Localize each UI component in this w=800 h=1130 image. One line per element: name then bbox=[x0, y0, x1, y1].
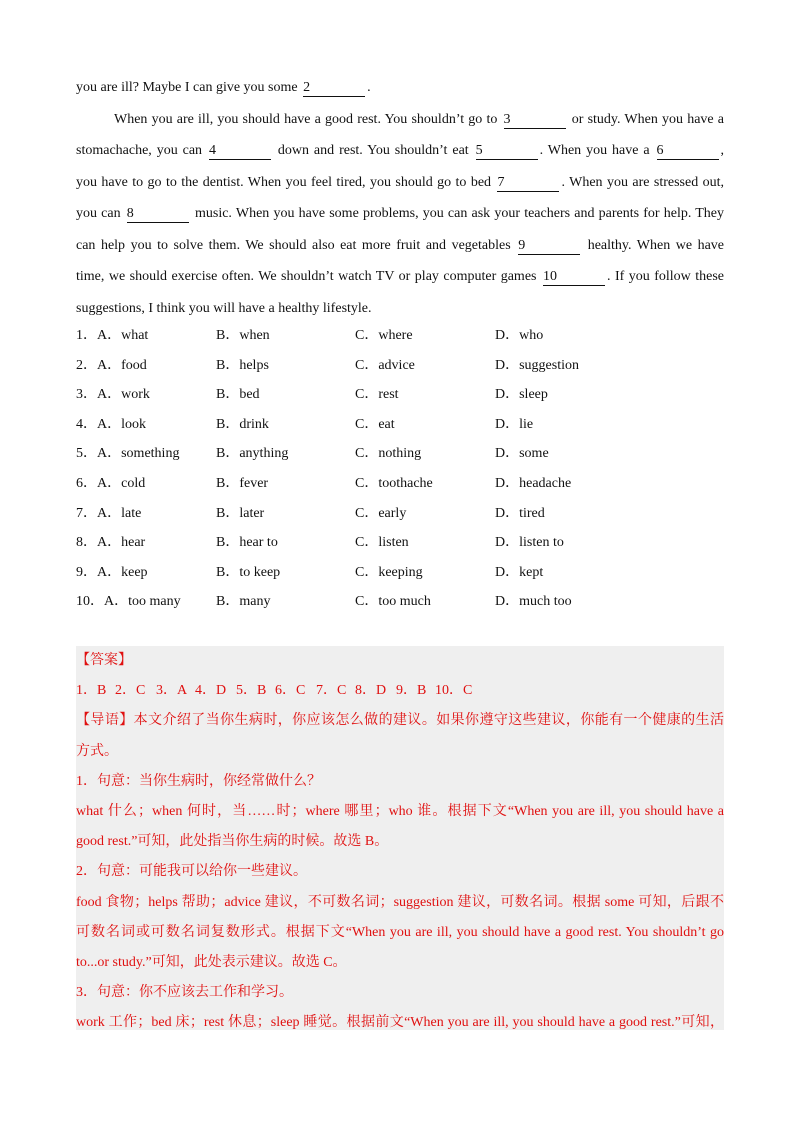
answer-key: 5．B bbox=[236, 683, 267, 699]
option-d[interactable]: D．who bbox=[495, 328, 544, 343]
option-row bbox=[76, 439, 716, 469]
option-a[interactable]: 10．A．too many bbox=[76, 594, 181, 610]
answer-key: 1．B bbox=[76, 683, 107, 699]
option-d[interactable]: D．kept bbox=[495, 564, 544, 580]
answer-key: 9．B bbox=[396, 683, 427, 699]
option-b[interactable]: B．bed bbox=[216, 387, 260, 403]
explanation-text: 可数名词或可数名词复数形式。根据下文“When you are ill, you should have a good rest. You shouldn’t go bbox=[76, 924, 724, 940]
option-d[interactable]: D．tired bbox=[495, 505, 545, 521]
option-b[interactable]: B．hear to bbox=[216, 535, 278, 551]
option-b[interactable]: B．helps bbox=[216, 357, 269, 373]
option-d[interactable]: D．sleep bbox=[495, 387, 548, 403]
explanation-text: work 工作；bed 床；rest 休息；sleep 睡觉。根据前文“When you are ill, you should have a good rest.”可知， bbox=[76, 1015, 724, 1031]
answer-key: 3．A bbox=[156, 683, 188, 699]
option-row bbox=[76, 469, 716, 499]
option-row bbox=[76, 321, 716, 351]
option-d[interactable]: D．listen to bbox=[495, 535, 564, 551]
option-a[interactable]: 8．A．hear bbox=[76, 535, 146, 551]
blank-7[interactable]: 7 bbox=[497, 175, 559, 192]
option-row bbox=[76, 587, 716, 617]
answer-key: 4．D bbox=[195, 683, 227, 699]
option-b[interactable]: B．when bbox=[216, 328, 270, 343]
blank-10[interactable]: 10 bbox=[543, 269, 605, 286]
blank-4[interactable]: 4 bbox=[209, 143, 271, 160]
answer-section bbox=[76, 646, 724, 1039]
option-b[interactable]: B．fever bbox=[216, 475, 269, 491]
option-row bbox=[76, 380, 716, 410]
blank-9[interactable]: 9 bbox=[518, 238, 580, 255]
passage-line: time, we should exercise often. We shouldn’t watch TV or play computer games 10 . If you follow these bbox=[76, 269, 725, 284]
blank-2[interactable]: 2 bbox=[303, 80, 365, 97]
answer-heading: 【答案】 bbox=[76, 653, 132, 668]
option-b[interactable]: B．anything bbox=[216, 446, 289, 462]
option-d[interactable]: D．suggestion bbox=[495, 357, 579, 373]
answer-key: 7．C bbox=[316, 683, 347, 699]
passage-line: stomachache, you can 4 down and rest. You shouldn’t eat 5 . When you have a 6 , bbox=[76, 143, 724, 158]
passage-line: you are ill? Maybe I can give you some 2 . bbox=[76, 80, 371, 95]
option-a[interactable]: 9．A．keep bbox=[76, 564, 148, 580]
cloze-passage bbox=[76, 72, 724, 324]
option-a[interactable]: 6．A．cold bbox=[76, 475, 146, 491]
guide-text: 【导语】本文介绍了当你生病时，你应该怎么做的建议。如果你遵守这些建议，你能有一个健康的生活 bbox=[76, 713, 724, 729]
explanation-title: 2．句意：可能我可以给你一些建议。 bbox=[76, 864, 307, 880]
option-a[interactable]: 7．A．late bbox=[76, 505, 142, 521]
option-a[interactable]: 4．A．look bbox=[76, 416, 146, 432]
explanation-title: 1．句意：当你生病时，你经常做什么？ bbox=[76, 773, 321, 789]
guide-text: 方式。 bbox=[76, 743, 118, 759]
option-a[interactable]: 5．A．something bbox=[76, 446, 180, 462]
option-b[interactable]: B．to keep bbox=[216, 564, 281, 580]
option-row bbox=[76, 558, 716, 588]
option-c[interactable]: C．advice bbox=[355, 357, 415, 373]
option-c[interactable]: C．rest bbox=[355, 387, 399, 403]
passage-line: you can 8 music. When you have some problems, you can ask your teachers and parents for help. They bbox=[76, 206, 725, 221]
blank-6[interactable]: 6 bbox=[657, 143, 719, 160]
option-row bbox=[76, 528, 716, 558]
option-list bbox=[76, 321, 716, 617]
option-c[interactable]: C．too much bbox=[355, 594, 431, 610]
option-c[interactable]: C．keeping bbox=[355, 564, 423, 580]
explanation-text: good rest.”可知，此处指当你生病的时候。故选 B。 bbox=[76, 834, 389, 850]
answer-key: 2．C bbox=[115, 683, 146, 699]
explanation-title: 3．句意：你不应该去工作和学习。 bbox=[76, 985, 293, 1001]
passage-line: can help you to solve them. We should also eat more fruit and vegetables 9 healthy. When we have bbox=[76, 237, 725, 253]
explanation-text: what 什么；when 何时，当……时；where 哪里；who 谁。根据下文“When you are ill, you should have a bbox=[76, 804, 724, 820]
option-d[interactable]: D．some bbox=[495, 446, 549, 462]
passage-line: suggestions, I think you will have a healthy lifestyle. bbox=[76, 300, 372, 316]
option-a[interactable]: 3．A．work bbox=[76, 387, 150, 403]
option-d[interactable]: D．headache bbox=[495, 475, 572, 491]
answer-keys bbox=[76, 676, 724, 706]
passage-line: When you are ill, you should have a good rest. You shouldn’t go to 3 or study. When you have a bbox=[114, 111, 725, 127]
option-d[interactable]: D．much too bbox=[495, 594, 572, 610]
answer-key: 10．C bbox=[435, 683, 473, 699]
explanation-text: to...or study.”可知，此处表示建议。故选 C。 bbox=[76, 955, 347, 971]
blank-5[interactable]: 5 bbox=[476, 143, 538, 160]
option-c[interactable]: C．listen bbox=[355, 535, 409, 551]
option-b[interactable]: B．drink bbox=[216, 416, 269, 432]
option-a[interactable]: 1．A．what bbox=[76, 328, 149, 343]
option-c[interactable]: C．toothache bbox=[355, 475, 433, 491]
option-c[interactable]: C．early bbox=[355, 505, 407, 521]
option-c[interactable]: C．where bbox=[355, 328, 413, 343]
option-b[interactable]: B．many bbox=[216, 594, 271, 610]
option-c[interactable]: C．eat bbox=[355, 416, 395, 432]
option-c[interactable]: C．nothing bbox=[355, 446, 422, 462]
explanation-text: food 食物；helps 帮助；advice 建议，不可数名词；suggestion 建议，可数名词。根据 some 可知，后跟不 bbox=[76, 894, 724, 910]
option-row bbox=[76, 410, 716, 440]
option-row bbox=[76, 351, 716, 381]
option-row bbox=[76, 499, 716, 529]
option-b[interactable]: B．later bbox=[216, 505, 265, 521]
answer-key: 8．D bbox=[355, 683, 387, 699]
option-d[interactable]: D．lie bbox=[495, 416, 534, 432]
answer-key: 6．C bbox=[275, 683, 306, 699]
option-a[interactable]: 2．A．food bbox=[76, 357, 147, 373]
blank-3[interactable]: 3 bbox=[504, 112, 566, 129]
blank-8[interactable]: 8 bbox=[127, 206, 189, 223]
passage-line: you have to go to the dentist. When you feel tired, you should go to bed 7 . When you are stressed out, bbox=[76, 174, 724, 190]
